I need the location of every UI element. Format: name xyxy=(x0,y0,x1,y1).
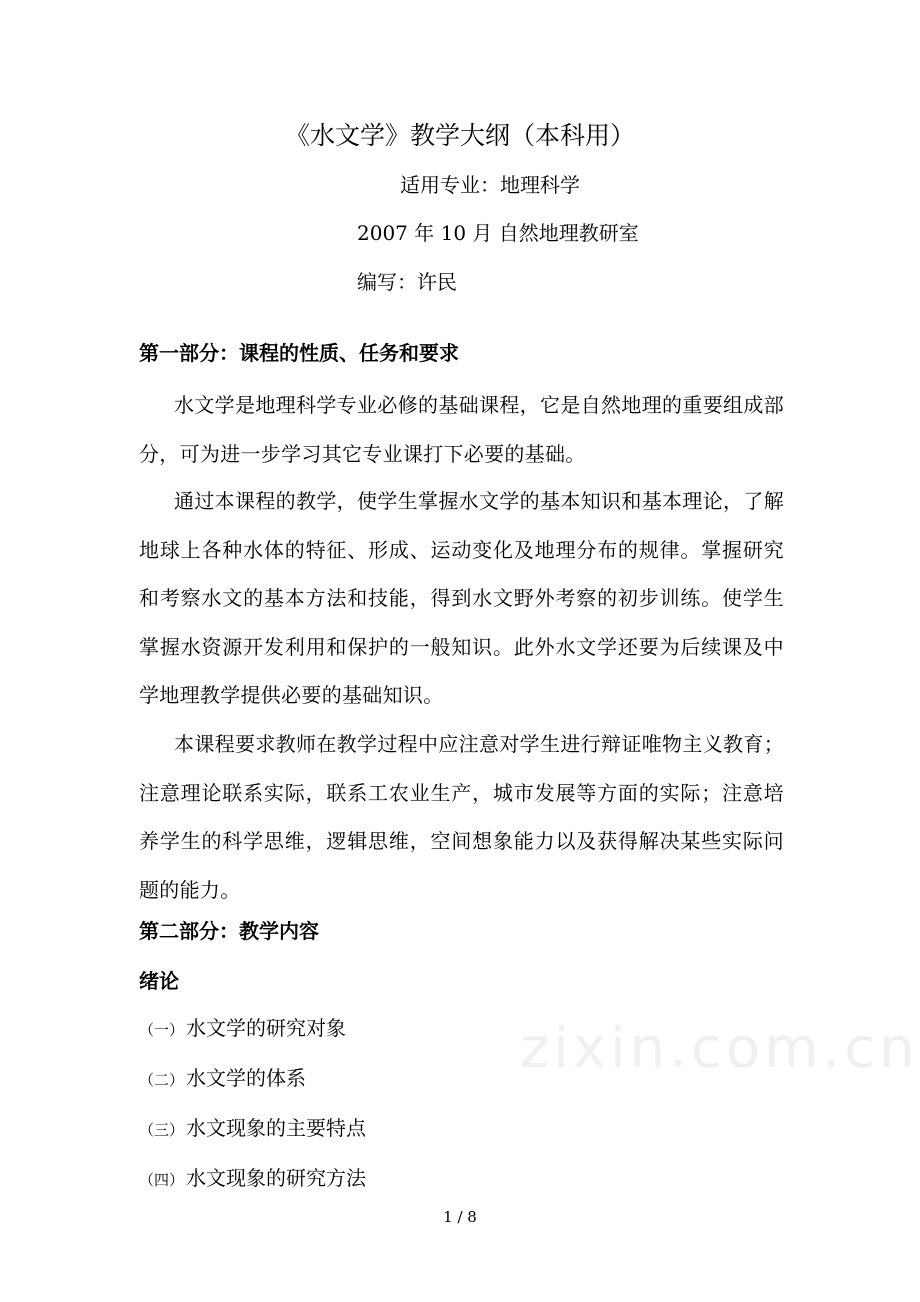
paragraph-course-requirements: 本课程要求教师在教学过程中应注意对学生进行辩证唯物主义教育；注意理论联系实际，联系工农业生产，城市发展等方面的实际；注意培养学生的科学思维，逻辑思维，空间想象能力以及获得解决某些实际问题的能力。 xyxy=(139,732,784,902)
intro-topic-list xyxy=(139,1013,366,1213)
list-item xyxy=(139,1063,366,1113)
list-item-number: （三） xyxy=(139,1121,185,1139)
list-item-text: 水文学的体系 xyxy=(186,1066,307,1090)
list-item-number: （二） xyxy=(139,1071,185,1089)
paragraph-course-nature: 水文学是地理科学专业必修的基础课程，它是自然地理的重要组成部分，可为进一步学习其它专业课打下必要的基础。 xyxy=(139,393,784,466)
site-watermark: zixin.com.cn xyxy=(520,1016,919,1081)
section-heading-part2: 第二部分：教学内容 xyxy=(139,919,319,943)
list-item xyxy=(139,1013,366,1063)
section-heading-part1: 第一部分：课程的性质、任务和要求 xyxy=(139,341,459,365)
list-item-text: 水文现象的主要特点 xyxy=(186,1116,367,1140)
list-item-number: （四） xyxy=(139,1171,185,1189)
author-line: 编写：许民 xyxy=(357,270,457,294)
list-item-text: 水文现象的研究方法 xyxy=(186,1166,367,1190)
date-and-department: 2007 年 10 月 自然地理教研室 xyxy=(357,221,639,245)
document-title: 《水文学》教学大纲（本科用） xyxy=(284,121,635,150)
list-item-number: （一） xyxy=(139,1021,185,1039)
paragraph-course-goals: 通过本课程的教学，使学生掌握水文学的基本知识和基本理论，了解地球上各种水体的特征、形成、运动变化及地理分布的规律。掌握研究和考察水文的基本方法和技能，得到水文野外考察的初步训练。使学生掌握水资源开发利用和保护的一般知识。此外水文学还要为后续课及中学地理教学提供必要的基础知识。 xyxy=(139,489,784,707)
page-number: 1 / 8 xyxy=(443,1208,477,1226)
list-item xyxy=(139,1113,366,1163)
subsection-heading-intro: 绪论 xyxy=(139,969,179,993)
list-item-text: 水文学的研究对象 xyxy=(186,1016,347,1040)
applicable-major: 适用专业：地理科学 xyxy=(400,173,580,197)
